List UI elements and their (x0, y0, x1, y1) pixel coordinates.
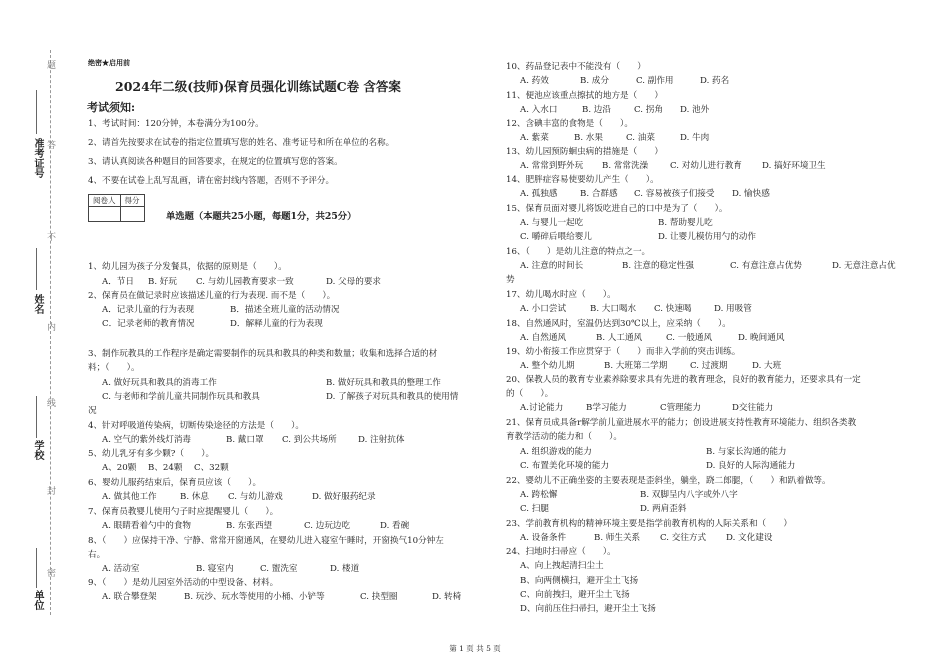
q22-option-a[interactable]: A. 跨松懈 (520, 490, 558, 500)
q3-option-d[interactable]: D. 了解孩子对玩具和教具的使用情 (326, 392, 459, 402)
question-12: 12、含碘丰富的食物是（ ）。 (506, 119, 633, 129)
q1-option-a[interactable]: A．节日 (102, 277, 134, 287)
q14-option-c[interactable]: C. 容易被孩子们接受 (634, 189, 715, 199)
q11-option-a[interactable]: A. 入水口 (520, 105, 558, 115)
q21-option-a[interactable]: A. 组织游戏的能力 (520, 447, 592, 457)
q6-option-a[interactable]: A. 做其他工作 (102, 492, 157, 502)
score-table (88, 194, 145, 222)
q10-option-a[interactable]: A. 药效 (520, 76, 549, 86)
q9-option-b[interactable]: B. 玩沙、玩水等使用的小桶、小铲等 (184, 592, 325, 602)
question-2: 2、保育员在做记录时应该描述儿童的行为表现. 而不是（ ）。 (88, 291, 336, 301)
notice-item: 2、请首先按要求在试卷的指定位置填写您的姓名、准考证号和所在单位的名称。 (88, 138, 395, 148)
q18-option-d[interactable]: D. 晚间通风 (738, 333, 785, 343)
question-21-cont: 育教学活动的能力和（ ）。 (506, 432, 623, 442)
q21-option-b[interactable]: B. 与家长沟通的能力 (706, 447, 787, 457)
name-label: 姓名 (32, 294, 43, 314)
q3-option-b[interactable]: B. 做好玩具和教具的整理工作 (326, 378, 441, 388)
q12-option-a[interactable]: A. 紫菜 (520, 133, 549, 143)
q13-option-d[interactable]: D. 搞好环境卫生 (762, 161, 826, 171)
notice-heading: 考试须知: (87, 101, 136, 114)
q9-option-c[interactable]: C. 抉型圈 (360, 592, 398, 602)
q11-option-d[interactable]: D. 池外 (680, 105, 710, 115)
question-21: 21、保育员成具备r解学前儿童进展水平的能力；创设进展支持性教育环境能力、组织各类教 (506, 418, 857, 428)
q10-option-d[interactable]: D. 药名 (700, 76, 730, 86)
question-24: 24、扫地时扫帚应（ ）。 (506, 547, 616, 557)
question-14: 14、肥胖症容易使要幼儿产生（ ）。 (506, 175, 659, 185)
q19-option-d[interactable]: D. 大班 (752, 361, 782, 371)
q2-option-b[interactable]: B．描述全班儿童的活动情况 (230, 305, 340, 315)
admission-number-label: 准考证号 (32, 138, 43, 178)
q20-option-d[interactable]: D交往能力 (732, 403, 774, 413)
q15-option-c[interactable]: C. 嚼碎后喂给婴儿 (520, 232, 592, 242)
q8-option-c[interactable]: C. 盥洗室 (260, 564, 298, 574)
q24-option-c[interactable]: C、向前拽扫，避开尘土飞扬 (520, 590, 630, 600)
q8-option-b[interactable]: B. 寝室内 (196, 564, 234, 574)
q20-option-c[interactable]: C管理能力 (660, 403, 701, 413)
q17-option-c[interactable]: C. 快速喝 (654, 304, 692, 314)
question-10: 10、药品登记表中不能没有（ ） (506, 62, 646, 72)
section-title: 单选题（本题共25小题，每题1分，共25分） (166, 211, 357, 222)
page-title: 2024年二级(技师)保育员强化训练试题C卷 含答案 (115, 79, 401, 94)
q17-option-d[interactable]: D. 用吸管 (714, 304, 752, 314)
q21-option-c[interactable]: C. 布置美化环境的能力 (520, 461, 610, 471)
question-5: 5、幼儿乳牙有多少颗?（ ）。 (88, 449, 215, 459)
q22-option-b[interactable]: B. 双脚呈内八字或外八字 (640, 490, 738, 500)
q18-option-a[interactable]: A. 自然通风 (520, 333, 567, 343)
score-cell[interactable] (120, 207, 144, 222)
q9-option-a[interactable]: A. 联合攀登架 (102, 592, 157, 602)
binding-char-dense: 密 (45, 568, 55, 577)
q24-option-d[interactable]: D、向前压住扫帚扫，避开尘土飞扬 (520, 604, 656, 614)
admission-number-field[interactable] (36, 90, 37, 134)
q8-option-d[interactable]: D. 楼道 (330, 564, 360, 574)
question-3: 3、制作玩教具的工作程序是确定需要制作的玩具和教具的种类和数量；收集和选择合适的材 (88, 349, 438, 359)
q7-option-a[interactable]: A. 眼睛看着勺中的食物 (102, 521, 192, 531)
unit-label: 单位 (32, 590, 43, 610)
q5-option-a[interactable]: A、20颗 (102, 463, 137, 473)
q23-option-c[interactable]: C. 交往方式 (660, 533, 707, 543)
q19-option-c[interactable]: C. 过渡期 (690, 361, 728, 371)
q4-option-a[interactable]: A. 空气的紫外线灯消毒 (102, 435, 192, 445)
q3-option-c[interactable]: C. 与老师和学前儿童共同制作玩具和教具 (102, 392, 260, 402)
q1-option-d[interactable]: D. 父母的要求 (326, 277, 382, 287)
q20-option-a[interactable]: A.讨论能力 (520, 403, 564, 413)
q22-option-d[interactable]: D. 两肩歪斜 (640, 504, 687, 514)
binding-char-line: 线 (45, 398, 55, 407)
q6-option-b[interactable]: B. 休息 (180, 492, 209, 502)
q13-option-a[interactable]: A. 常常到野外玩 (520, 161, 584, 171)
question-16: 16、（ ）是幼儿注意的特点之一。 (506, 247, 651, 257)
q12-option-c[interactable]: C. 油菜 (626, 133, 655, 143)
q13-option-c[interactable]: C. 对幼儿进行教育 (670, 161, 742, 171)
q19-option-a[interactable]: A. 整个幼儿期 (520, 361, 575, 371)
question-8-cont: 右。 (88, 550, 106, 560)
q16-option-d-cont: 势 (506, 275, 515, 285)
q15-option-d[interactable]: D. 让婴儿模仿用勺的动作 (658, 232, 756, 242)
q24-option-b[interactable]: B、向两侧横扫，避开尘土飞扬 (520, 576, 639, 586)
q6-option-d[interactable]: D. 做好服药纪录 (312, 492, 376, 502)
seal-dashed-line (50, 50, 51, 615)
binding-char-title: 题 (45, 60, 55, 69)
q20-option-b[interactable]: B学习能力 (586, 403, 627, 413)
q4-option-d[interactable]: D. 注射抗体 (358, 435, 405, 445)
q1-option-b[interactable]: B. 好玩 (148, 277, 177, 287)
question-22: 22、婴幼儿不正确坐姿的主要表现是歪斜坐，躺坐，跷二郎腿，（ ）和趴着做等。 (506, 476, 831, 486)
q23-option-b[interactable]: B. 师生关系 (594, 533, 641, 543)
q12-option-d[interactable]: D. 牛肉 (680, 133, 710, 143)
question-20-cont: 的（ ）。 (506, 389, 554, 399)
q16-option-c[interactable]: C. 有意注意占优势 (730, 261, 802, 271)
q6-option-c[interactable]: C. 与幼儿游戏 (228, 492, 283, 502)
q15-option-a[interactable]: A. 与婴儿一起吃 (520, 218, 584, 228)
q4-option-c[interactable]: C. 到公共场所 (282, 435, 337, 445)
question-3-cont: 料；（ ）。 (88, 363, 140, 373)
q21-option-d[interactable]: D. 良好的人际沟通能力 (706, 461, 796, 471)
q24-option-a[interactable]: A、向上拽起清扫尘土 (520, 561, 604, 571)
q3-option-a[interactable]: A. 做好玩具和教具的消毒工作 (102, 378, 217, 388)
q22-option-c[interactable]: C. 扫腿 (520, 504, 549, 514)
q10-option-c[interactable]: C. 副作用 (636, 76, 674, 86)
q2-option-d[interactable]: D．解释儿童的行为表现 (230, 319, 323, 329)
q2-option-c[interactable]: C．记录老师的教育情况 (102, 319, 195, 329)
question-6: 6、婴幼儿服药结束后，保育员应该（ ）。 (88, 478, 262, 488)
school-label: 学校 (32, 440, 43, 460)
notice-item: 1、考试时间：120分钟，本卷满分为100分。 (88, 119, 264, 129)
school-field[interactable] (36, 396, 37, 438)
q16-option-d[interactable]: D. 无意注意占优 (832, 261, 896, 271)
question-11: 11、便池应该重点擦拭的地方是（ ） (506, 91, 664, 101)
binding-char-seal: 封 (45, 486, 55, 495)
question-23: 23、学前教育机构的精神环境主要是指学前教育机构的人际关系和（ ） (506, 519, 792, 529)
question-4: 4、针对呼吸道传染病，切断传染途径的方法是（ ）。 (88, 421, 305, 431)
binding-char-no: 不 (45, 232, 55, 241)
q15-option-b[interactable]: B. 帮助婴儿吃 (658, 218, 713, 228)
question-20: 20、保教人员的教育专业素养除要求具有先进的教育理念，良好的教育能力，还要求具有一定 (506, 375, 861, 385)
q14-option-d[interactable]: D. 愉快感 (732, 189, 770, 199)
q16-option-b[interactable]: B. 注意的稳定性强 (622, 261, 694, 271)
q11-option-b[interactable]: B. 边沿 (582, 105, 611, 115)
binding-char-answer: 答 (45, 140, 55, 149)
question-13: 13、幼儿园预防蛔虫病的措施是（ ） (506, 147, 664, 157)
question-17: 17、幼儿喝水时应（ ）。 (506, 290, 616, 300)
binding-char-inside: 内 (45, 322, 55, 331)
q1-option-c[interactable]: C. 与幼儿园教育要求一致 (196, 277, 294, 287)
score-table-reviewer-header: 阅卷人 (89, 195, 121, 207)
page-number: 第 1 页 共 5 页 (449, 644, 501, 653)
score-table-score-header: 得分 (120, 195, 144, 207)
question-9: 9、（ ）是幼儿园室外活动的中型设备、材料。 (88, 578, 279, 588)
q18-option-c[interactable]: C. 一般通风 (666, 333, 713, 343)
unit-field[interactable] (36, 548, 37, 588)
q4-option-b[interactable]: B. 戴口罩 (226, 435, 264, 445)
question-1: 1、幼儿园为孩子分发餐具，依据的原则是（ ）。 (88, 262, 287, 272)
q13-option-b[interactable]: B. 常常洗澡 (602, 161, 649, 171)
reviewer-cell[interactable] (89, 207, 121, 222)
question-19: 19、幼小衔接工作应贯穿于（ ）而非入学前的突击训练。 (506, 347, 741, 357)
q23-option-d[interactable]: D. 文化建设 (726, 533, 773, 543)
q16-option-a[interactable]: A. 注意的时间长 (520, 261, 584, 271)
question-8: 8、（ ）应保持干净、宁静、常常开窗通风，在婴幼儿进入寝室午睡时，开窗换气10分钟左 (88, 536, 444, 546)
confidential-mark: 绝密★启用前 (88, 58, 130, 67)
q18-option-b[interactable]: B. 人工通风 (596, 333, 643, 343)
q5-option-b[interactable]: B、24颗 (148, 463, 183, 473)
q3-option-d-cont: 况 (88, 406, 97, 416)
q5-option-c[interactable]: C、32颗 (194, 463, 229, 473)
name-field[interactable] (36, 248, 37, 290)
q2-option-a[interactable]: A．记录儿童的行为表现 (102, 305, 195, 315)
question-15: 15、保育员面对婴儿将饭吃进自己的口中是为了（ ）。 (506, 204, 728, 214)
q23-option-a[interactable]: A. 设备条件 (520, 533, 567, 543)
q19-option-b[interactable]: B. 大班第二学期 (604, 361, 668, 371)
q17-option-a[interactable]: A. 小口尝试 (520, 304, 567, 314)
q7-option-d[interactable]: D. 看碗 (380, 521, 410, 531)
q7-option-c[interactable]: C. 边玩边吃 (304, 521, 351, 531)
q12-option-b[interactable]: B. 水果 (574, 133, 603, 143)
q17-option-b[interactable]: B. 大口喝水 (590, 304, 637, 314)
q14-option-a[interactable]: A. 孤独感 (520, 189, 558, 199)
question-7: 7、保育员教婴儿使用勺子时应提醒婴儿（ ）。 (88, 507, 279, 517)
q8-option-a[interactable]: A. 活动室 (102, 564, 140, 574)
q9-option-d[interactable]: D. 转椅 (432, 592, 462, 602)
q11-option-c[interactable]: C. 拐角 (634, 105, 663, 115)
question-18: 18、自然通风时，室温仍达到30℃以上，应采纳（ ）。 (506, 319, 731, 329)
q14-option-b[interactable]: B. 合群感 (580, 189, 618, 199)
notice-item: 3、请认真阅读各种题目的回答要求，在规定的位置填写您的答案。 (88, 157, 343, 167)
q10-option-b[interactable]: B. 成分 (580, 76, 609, 86)
binding-margin (0, 0, 60, 671)
q7-option-b[interactable]: B. 东张西望 (226, 521, 273, 531)
notice-item: 4、不要在试卷上乱写乱画，请在密封线内答题，否则不予评分。 (88, 176, 335, 186)
